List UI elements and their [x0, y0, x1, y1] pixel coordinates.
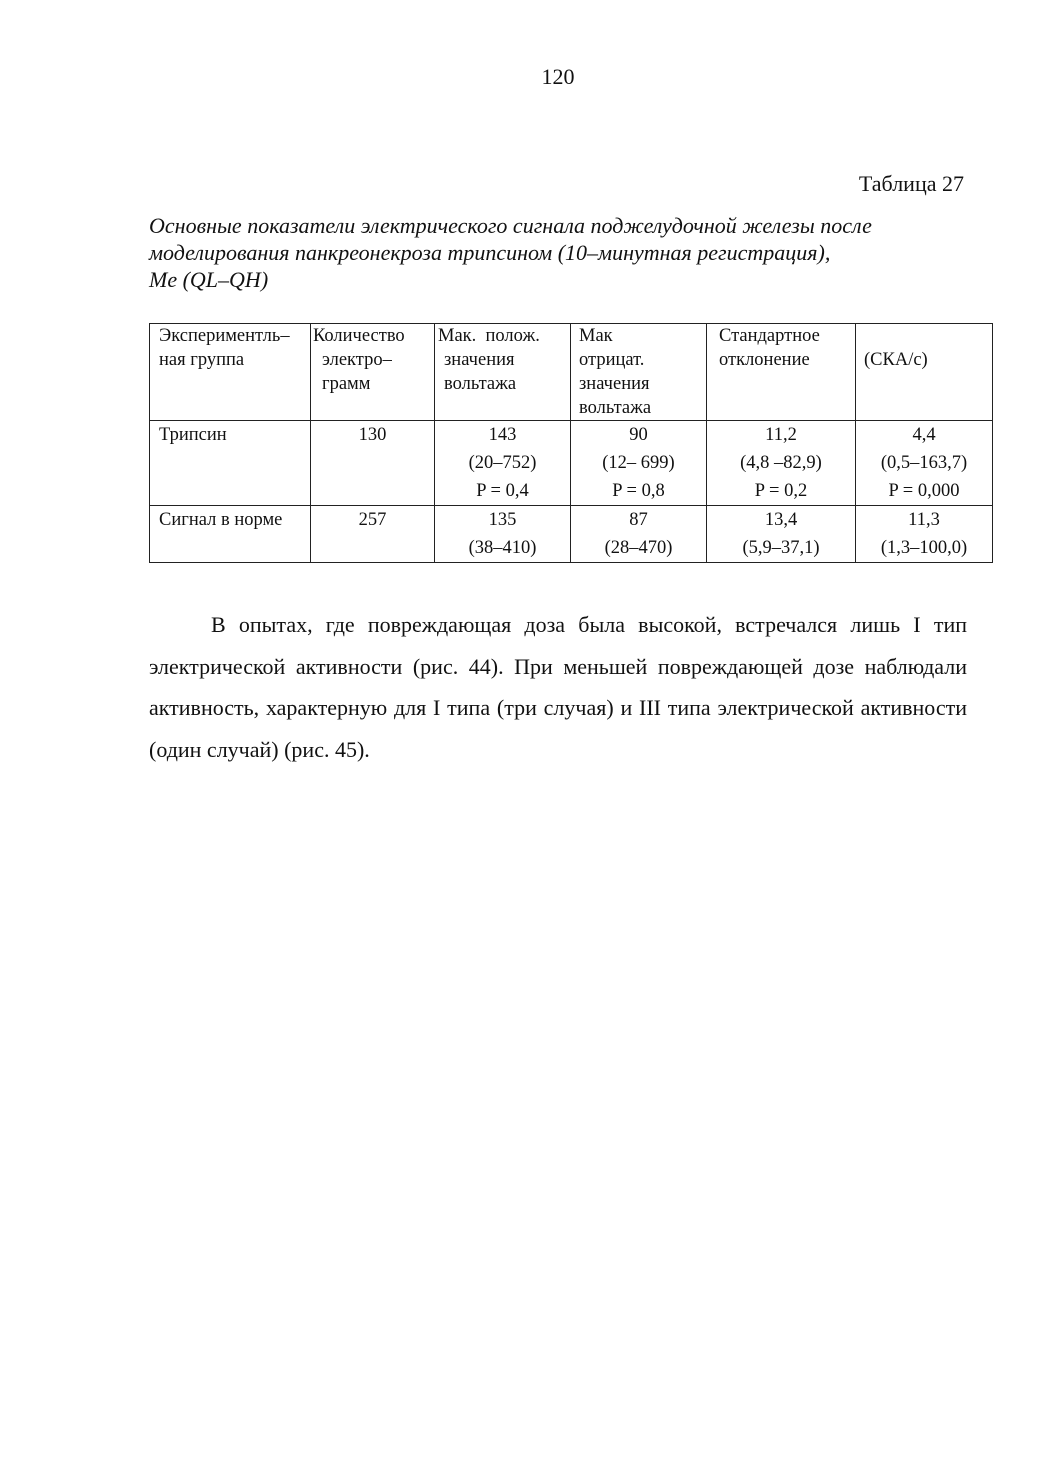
header-text: ная группа — [159, 350, 245, 370]
table-row — [150, 421, 993, 506]
header-std-dev — [707, 324, 856, 421]
row-cell: 143 (20–752) P = 0,4 — [435, 421, 571, 506]
data-table — [149, 323, 993, 563]
header-count — [311, 324, 435, 421]
header-max-positive — [435, 324, 571, 421]
row-cell: 90 (12– 699) P = 0,8 — [571, 421, 707, 506]
row-group-label: Трипсин — [150, 421, 311, 506]
header-text: Экспериментль– — [159, 326, 290, 346]
row-count: 130 — [311, 421, 435, 506]
header-text: значения — [444, 350, 515, 370]
row-cell: 4,4 (0,5–163,7) P = 0,000 — [856, 421, 993, 506]
header-max-negative — [571, 324, 707, 421]
row-cell: 13,4 (5,9–37,1) — [707, 506, 856, 563]
body-paragraph: В опытах, где повреждающая доза была высокой, встречался лишь I тип электрической активности (рис. 44). При меньшей повреждающей дозе наблюдали активность, характерную для I типа (три случая) и III типа электрической активности (один случай) (рис. 45). — [149, 612, 967, 762]
header-text: отклонение — [719, 350, 810, 370]
header-text: отрицат. — [579, 350, 645, 370]
table-header-row — [150, 324, 993, 421]
header-text: Количество — [313, 326, 405, 346]
caption-line: моделирования панкреонекроза трипсином (10–минутная регистрация), — [149, 240, 831, 265]
caption-line: Me (QL–QH) — [149, 267, 269, 292]
table-row — [150, 506, 993, 563]
caption-line: Основные показатели электрического сигнала поджелудочной железы после — [149, 213, 872, 238]
header-ska — [856, 324, 993, 421]
row-cell: 11,3 (1,3–100,0) — [856, 506, 993, 563]
header-text: Мак — [579, 326, 613, 346]
row-cell: 87 (28–470) — [571, 506, 707, 563]
header-text — [864, 324, 992, 348]
body-text — [149, 604, 967, 770]
row-cell: 135 (38–410) — [435, 506, 571, 563]
header-text: грамм — [322, 374, 371, 394]
row-cell: 11,2 (4,8 –82,9) P = 0,2 — [707, 421, 856, 506]
header-text: электро– — [322, 350, 392, 370]
header-group — [150, 324, 311, 421]
header-text: Стандартное — [719, 326, 820, 346]
table-label: Таблица 27 — [858, 171, 964, 196]
row-count: 257 — [311, 506, 435, 563]
header-text: (СКА/с) — [864, 350, 928, 370]
table-caption — [149, 212, 979, 293]
row-group-label: Сигнал в норме — [150, 506, 311, 563]
header-text: значения — [579, 374, 650, 394]
header-text: вольтажа — [579, 398, 652, 418]
page-number: 120 — [541, 64, 575, 89]
header-text: вольтажа — [444, 374, 517, 394]
header-text: Мак. полож. — [438, 326, 540, 346]
